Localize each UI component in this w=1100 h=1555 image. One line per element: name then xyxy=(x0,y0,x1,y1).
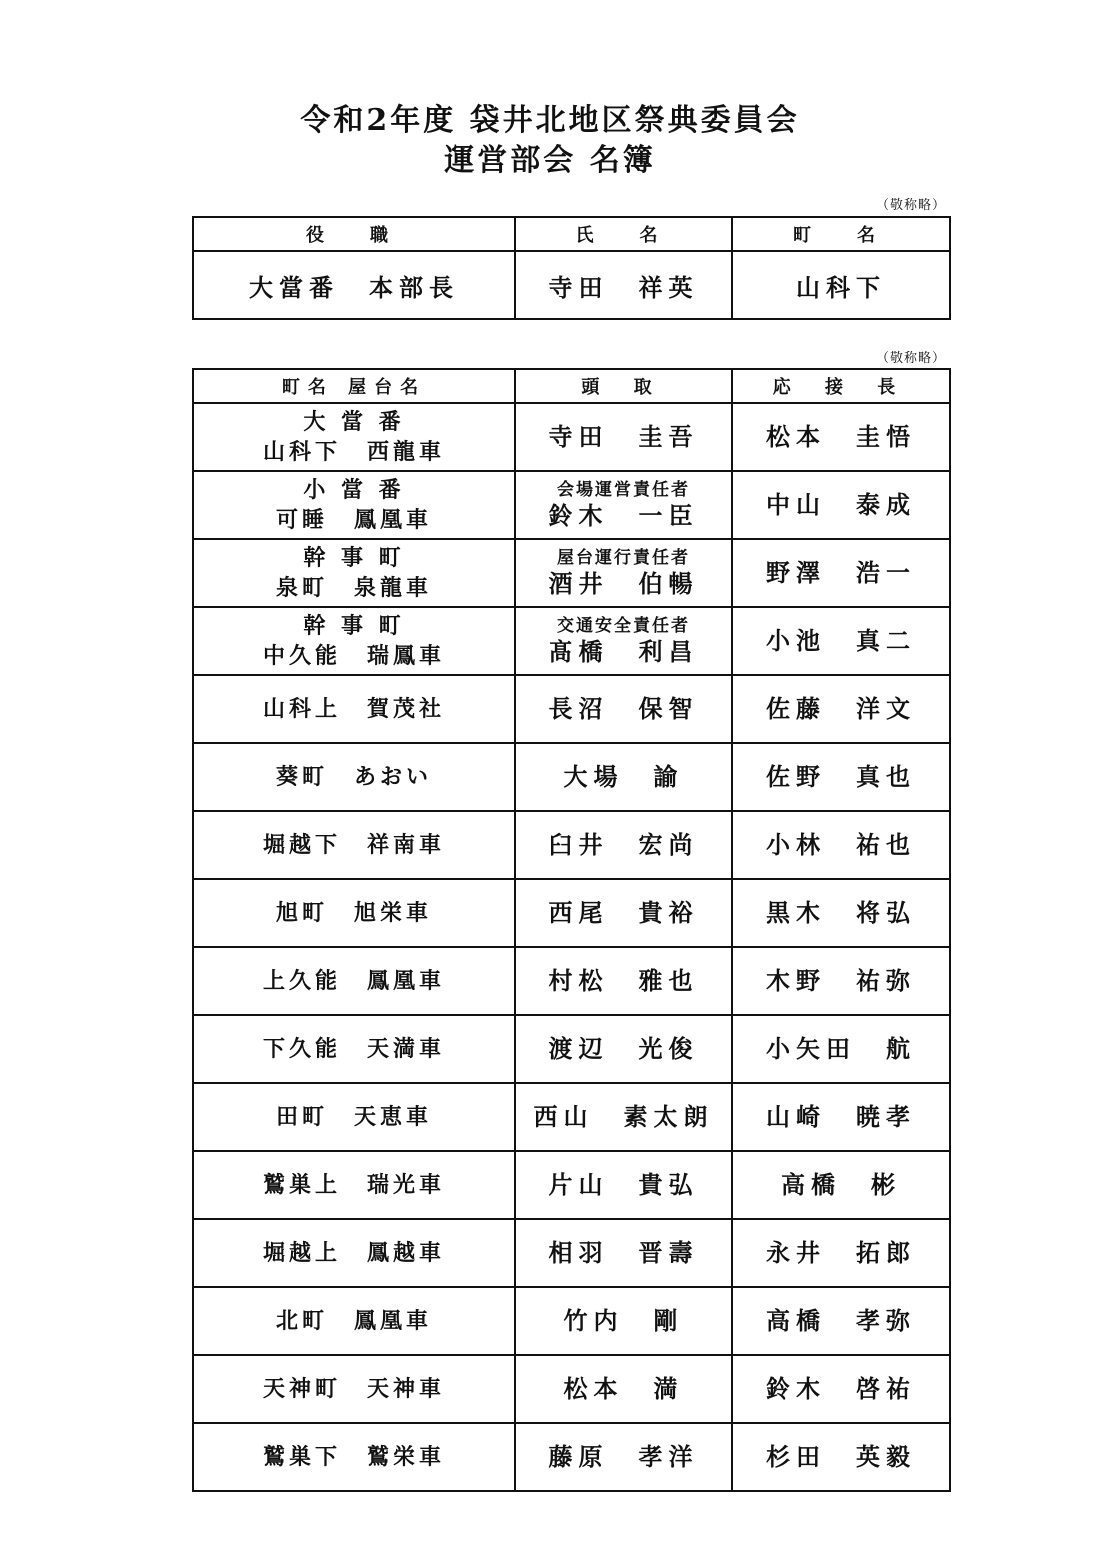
row-tori-name: 片山 貴弘 xyxy=(548,1170,699,1199)
honorific-note-2: （敬称略） xyxy=(875,351,946,366)
row-town-float: 田町 天恵車 xyxy=(275,1104,432,1130)
cell-osetsu: 山崎 暁孝 xyxy=(732,1083,950,1151)
cell-town xyxy=(193,403,515,471)
row-responsibility: 会場運営責任者 xyxy=(557,480,690,500)
row-town-float: 葵町 あおい xyxy=(275,764,432,790)
cell-town xyxy=(193,1083,515,1151)
row-role: 幹 事 町 xyxy=(303,613,405,639)
cell-osetsu: 黒木 将弘 xyxy=(732,879,950,947)
cell-town xyxy=(193,675,515,743)
row-tori-name: 大場 諭 xyxy=(563,762,684,791)
row-role: 大 當 番 xyxy=(303,409,405,435)
cell-osetsu: 杉田 英毅 xyxy=(732,1423,950,1491)
row-town-float: 上久能 鳳凰車 xyxy=(262,968,445,994)
cell-osetsu: 高橋 孝弥 xyxy=(732,1287,950,1355)
header-tori: 頭 取 xyxy=(515,369,732,403)
row-role: 小 當 番 xyxy=(303,477,405,503)
cell-osetsu: 木野 祐弥 xyxy=(732,947,950,1015)
cell-town xyxy=(193,879,515,947)
row-tori-name: 長沼 保智 xyxy=(548,694,699,723)
cell-town xyxy=(193,1219,515,1287)
cell-tori xyxy=(515,403,732,471)
cell-osetsu: 佐藤 洋文 xyxy=(732,675,950,743)
cell-town xyxy=(193,1355,515,1423)
header-name: 氏 名 xyxy=(515,217,732,251)
row-town-float: 泉町 泉龍車 xyxy=(275,575,432,601)
cell-tori xyxy=(515,1423,732,1491)
cell-tori xyxy=(515,1015,732,1083)
row-town-float: 堀越上 鳳越車 xyxy=(262,1240,445,1266)
table-row xyxy=(193,403,950,471)
row-tori-name: 髙橋 利昌 xyxy=(548,637,699,666)
table-row xyxy=(193,607,950,675)
cell-osetsu: 松本 圭悟 xyxy=(732,403,950,471)
cell-tori xyxy=(515,1083,732,1151)
row-tori-name: 西山 素太朗 xyxy=(533,1102,714,1131)
leader-table xyxy=(192,216,951,320)
table-row xyxy=(193,811,950,879)
leader-role: 大當番 本部長 xyxy=(193,251,515,319)
honorific-note: （敬称略） xyxy=(875,198,946,213)
table-row xyxy=(193,879,950,947)
table-row xyxy=(193,539,950,607)
row-tori-name: 鈴木 一臣 xyxy=(548,501,699,530)
page-title: 令和2年度 袋井北地区祭典委員会 xyxy=(300,103,800,138)
table-row xyxy=(193,675,950,743)
row-tori-name: 臼井 宏尚 xyxy=(548,830,699,859)
cell-town xyxy=(193,471,515,539)
cell-osetsu: 小矢田 航 xyxy=(732,1015,950,1083)
row-tori-name: 渡辺 光俊 xyxy=(548,1034,699,1063)
table-row xyxy=(193,743,950,811)
cell-osetsu: 高橋 彬 xyxy=(732,1151,950,1219)
cell-tori xyxy=(515,675,732,743)
roster-table xyxy=(192,368,951,1492)
row-town-float: 鷲巣下 鷲栄車 xyxy=(262,1444,445,1470)
leader-table-header xyxy=(193,217,950,251)
table-row xyxy=(193,1287,950,1355)
cell-tori xyxy=(515,1355,732,1423)
table-row xyxy=(193,1355,950,1423)
cell-town xyxy=(193,1151,515,1219)
row-tori-name: 松本 満 xyxy=(563,1374,684,1403)
cell-town xyxy=(193,743,515,811)
row-role: 幹 事 町 xyxy=(303,545,405,571)
table-row xyxy=(193,1423,950,1491)
cell-town xyxy=(193,539,515,607)
cell-town xyxy=(193,947,515,1015)
cell-tori xyxy=(515,1287,732,1355)
cell-town xyxy=(193,1423,515,1491)
cell-tori xyxy=(515,743,732,811)
row-tori-name: 酒井 伯暢 xyxy=(548,569,699,598)
table-row xyxy=(193,471,950,539)
page-subtitle: 運営部会 名簿 xyxy=(444,143,656,178)
cell-tori xyxy=(515,879,732,947)
row-tori-name: 村松 雅也 xyxy=(548,966,699,995)
row-town-float: 山科下 西龍車 xyxy=(262,439,445,465)
row-town-float: 中久能 瑞鳳車 xyxy=(262,643,445,669)
row-town-float: 鷲巣上 瑞光車 xyxy=(262,1172,445,1198)
cell-osetsu: 中山 泰成 xyxy=(732,471,950,539)
roster-table-header xyxy=(193,369,950,403)
table-row xyxy=(193,1151,950,1219)
table-row xyxy=(193,1083,950,1151)
header-osetsu: 応 接 長 xyxy=(732,369,950,403)
cell-tori xyxy=(515,471,732,539)
row-town-float: 旭町 旭栄車 xyxy=(275,900,432,926)
leader-row xyxy=(193,251,950,319)
row-tori-name: 寺田 圭吾 xyxy=(548,422,699,451)
row-town-float: 下久能 天満車 xyxy=(262,1036,445,1062)
cell-tori xyxy=(515,1151,732,1219)
cell-tori xyxy=(515,811,732,879)
cell-osetsu: 佐野 真也 xyxy=(732,743,950,811)
cell-town xyxy=(193,811,515,879)
header-town-float: 町名 屋台名 xyxy=(193,369,515,403)
row-town-float: 堀越下 祥南車 xyxy=(262,832,445,858)
row-town-float: 可睡 鳳凰車 xyxy=(275,507,432,533)
row-town-float: 山科上 賀茂社 xyxy=(262,696,445,722)
cell-tori xyxy=(515,539,732,607)
row-town-float: 天神町 天神車 xyxy=(262,1376,445,1402)
table-row xyxy=(193,1015,950,1083)
table-row xyxy=(193,1219,950,1287)
row-tori-name: 藤原 孝洋 xyxy=(548,1442,699,1471)
cell-tori xyxy=(515,947,732,1015)
header-role: 役 職 xyxy=(193,217,515,251)
row-tori-name: 西尾 貴裕 xyxy=(548,898,699,927)
cell-osetsu: 鈴木 啓祐 xyxy=(732,1355,950,1423)
row-responsibility: 交通安全責任者 xyxy=(557,616,690,636)
cell-town xyxy=(193,1015,515,1083)
row-tori-name: 相羽 晋壽 xyxy=(548,1238,699,1267)
row-town-float: 北町 鳳凰車 xyxy=(275,1308,432,1334)
cell-tori xyxy=(515,607,732,675)
cell-osetsu: 小林 祐也 xyxy=(732,811,950,879)
cell-osetsu: 永井 拓郎 xyxy=(732,1219,950,1287)
cell-town xyxy=(193,1287,515,1355)
cell-tori xyxy=(515,1219,732,1287)
cell-osetsu: 小池 真二 xyxy=(732,607,950,675)
table-row xyxy=(193,947,950,1015)
header-town: 町 名 xyxy=(732,217,950,251)
cell-osetsu: 野澤 浩一 xyxy=(732,539,950,607)
cell-town xyxy=(193,607,515,675)
row-tori-name: 竹内 剛 xyxy=(563,1306,684,1335)
leader-name: 寺田 祥英 xyxy=(515,251,732,319)
leader-town: 山科下 xyxy=(732,251,950,319)
row-responsibility: 屋台運行責任者 xyxy=(557,548,690,568)
